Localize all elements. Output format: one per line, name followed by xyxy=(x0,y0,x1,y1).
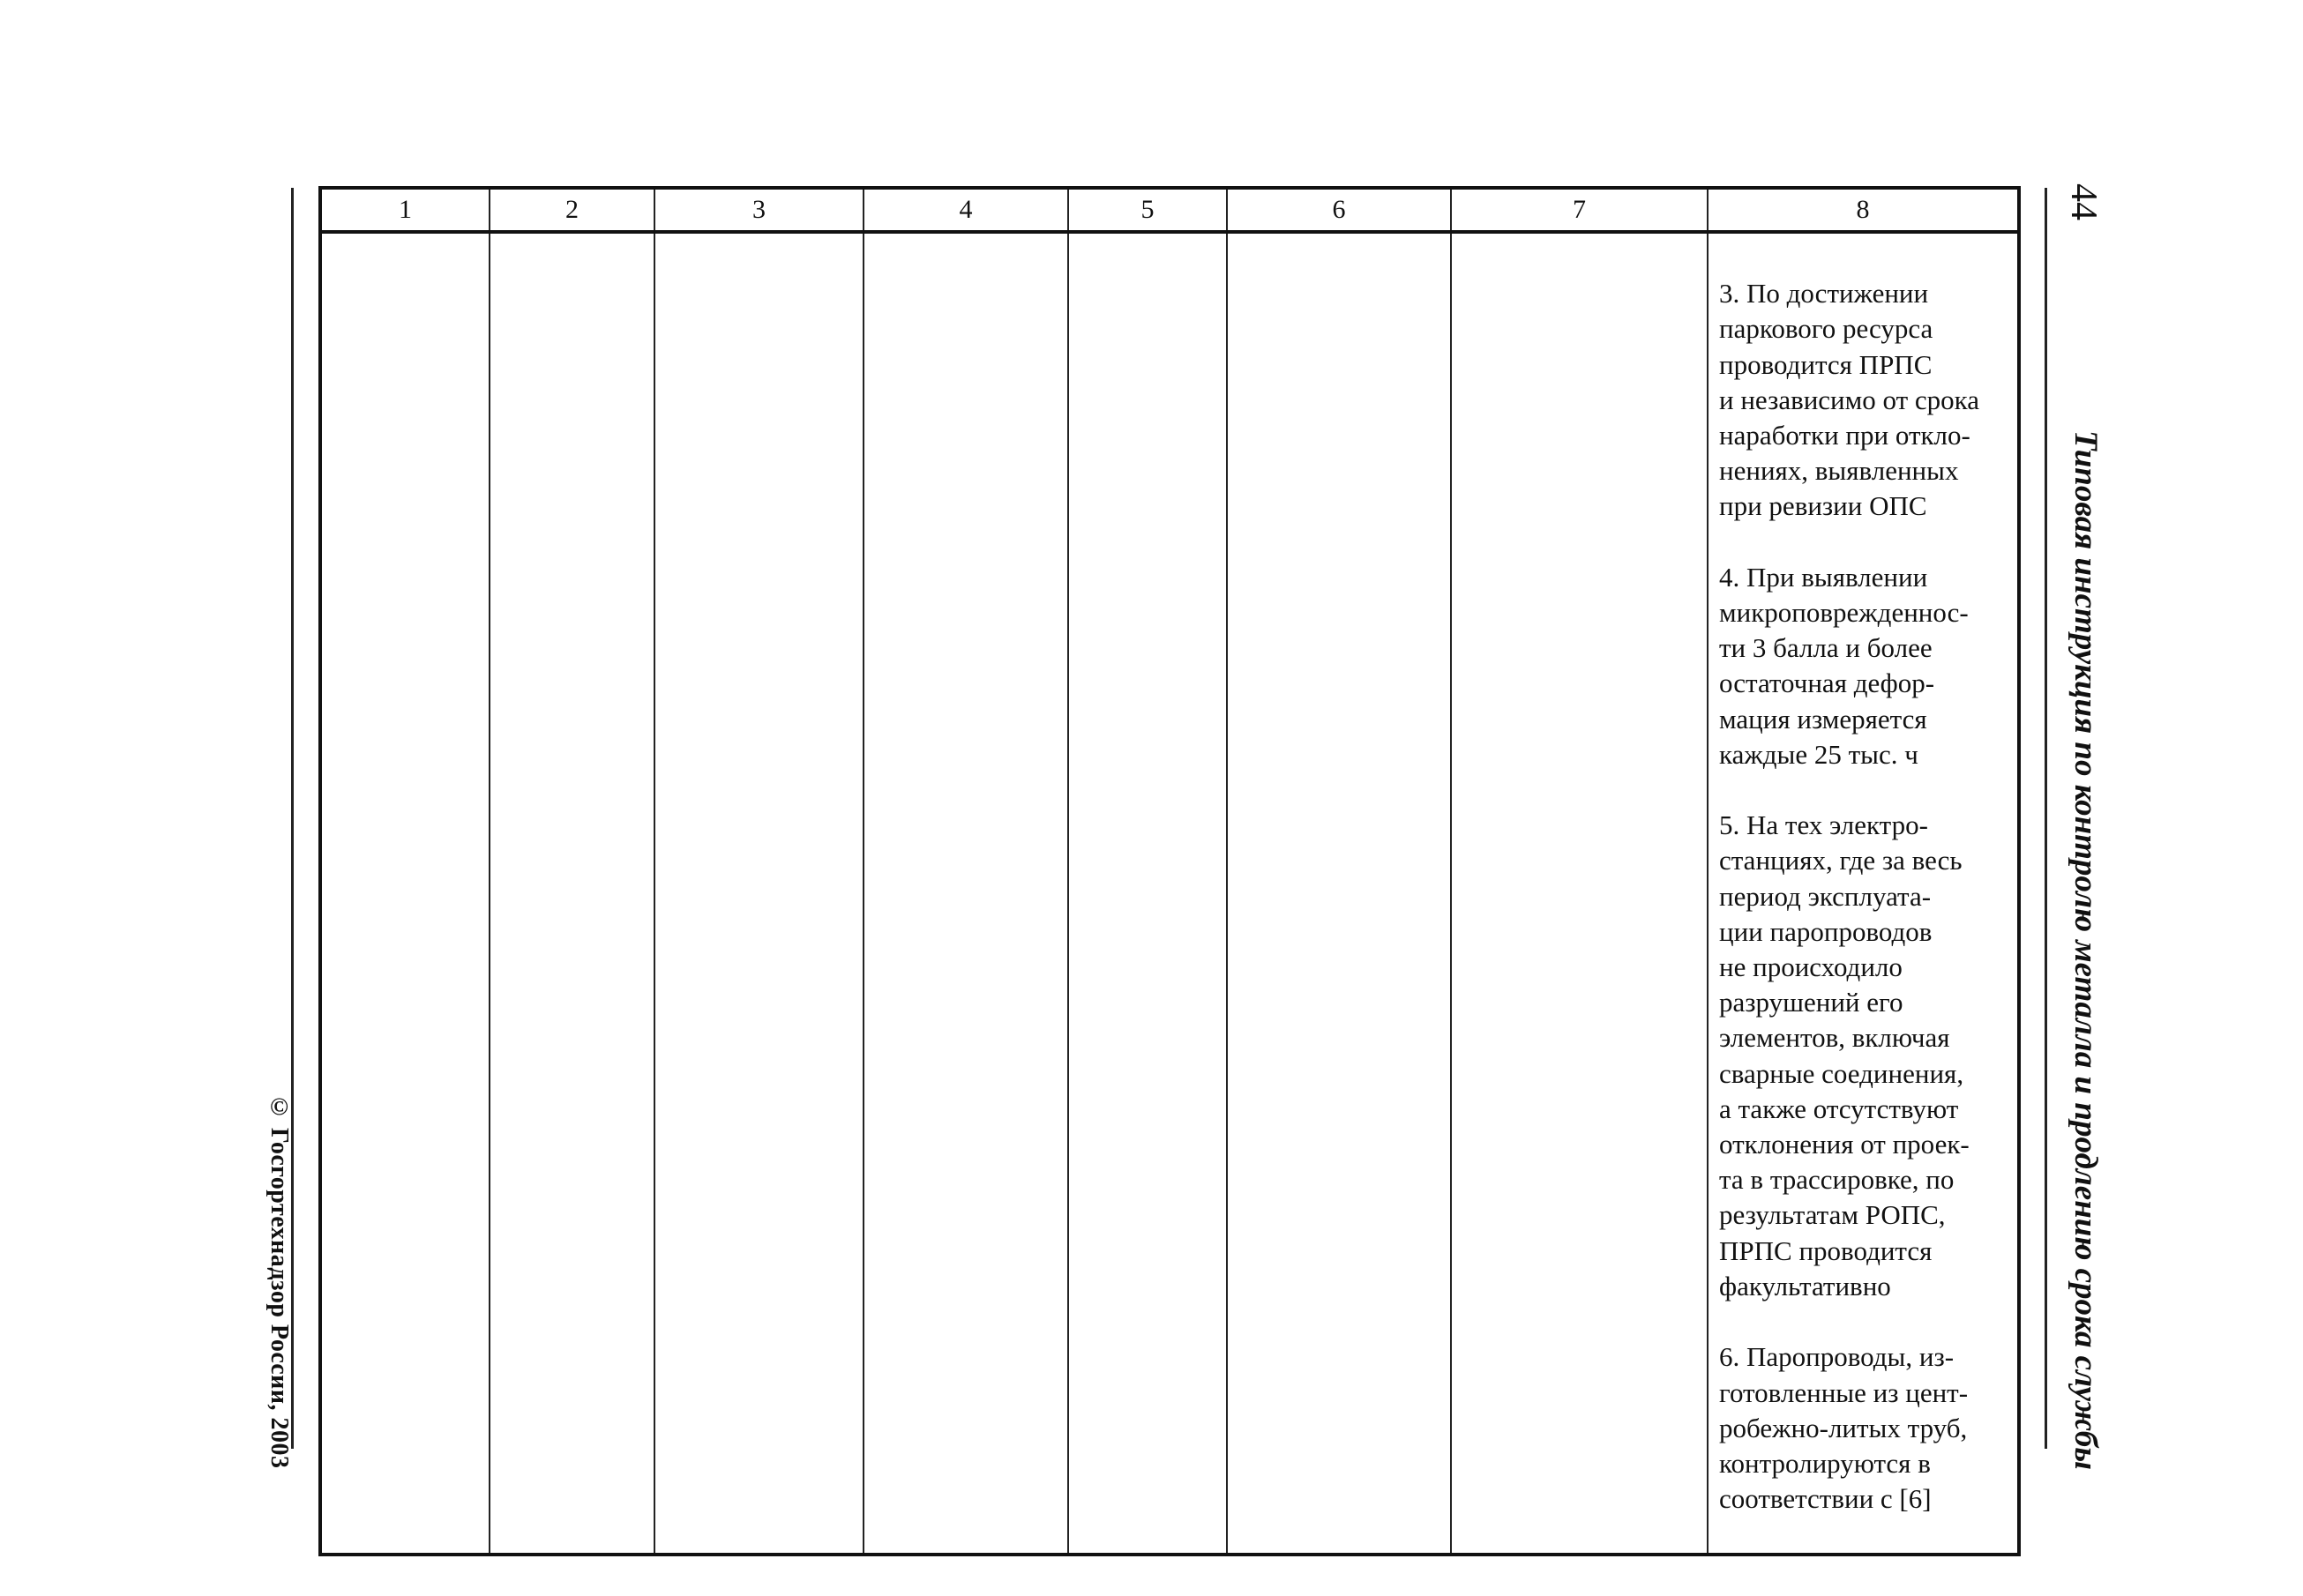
column-header-5: 5 xyxy=(1068,188,1227,232)
column-header-7: 7 xyxy=(1451,188,1708,232)
table-cell-empty xyxy=(1451,232,1708,1555)
copyright-notice: © Госгортехнадзор России, 2003 xyxy=(265,1093,293,1469)
column-header-3: 3 xyxy=(654,188,864,232)
page-number: 44 xyxy=(2063,183,2104,220)
table-cell-empty xyxy=(490,232,654,1555)
table-cell-empty xyxy=(864,232,1068,1555)
column-header-6: 6 xyxy=(1227,188,1451,232)
right-margin-rule xyxy=(2045,188,2047,1449)
column-header-1: 1 xyxy=(320,188,490,232)
column-header-8: 8 xyxy=(1708,188,2019,232)
table-cell-empty xyxy=(320,232,490,1555)
note-item-5: 5. На тех электро- станциях, где за весь период эксплуата- ции паропроводов не происходило разрушений его элементов, включая сварные соединения, а также отсутствуют отклонения от проек- та в трассировке, по результатам РОПС, ПРПС проводится факультативно xyxy=(1719,809,1970,1301)
column-header-4: 4 xyxy=(864,188,1068,232)
note-item-3: 3. По достижении паркового ресурса проводится ПРПС и независимо от срока наработки при откло- нениях, выявленных при ревизии ОПС xyxy=(1719,278,1980,522)
continuation-table xyxy=(318,186,2021,1556)
column-header-2: 2 xyxy=(490,188,654,232)
table-cell-empty xyxy=(1227,232,1451,1555)
note-item-4: 4. При выявлении микроповрежденнос- ти 3 балла и более остаточная дефор- мация измеряется каждые 25 тыс. ч xyxy=(1719,561,1969,770)
running-title: Типовая инструкция по контролю металла и продлению срока службы xyxy=(2067,430,2104,1470)
table-header-row xyxy=(320,188,2019,232)
table-cell-empty xyxy=(654,232,864,1555)
notes-cell xyxy=(1708,232,2019,1555)
note-item-6: 6. Паропроводы, из- готовленные из цент- робежно-литых труб, контролируются в соответствии с [6] xyxy=(1719,1341,1969,1515)
table-row xyxy=(320,232,2019,1555)
table-cell-empty xyxy=(1068,232,1227,1555)
